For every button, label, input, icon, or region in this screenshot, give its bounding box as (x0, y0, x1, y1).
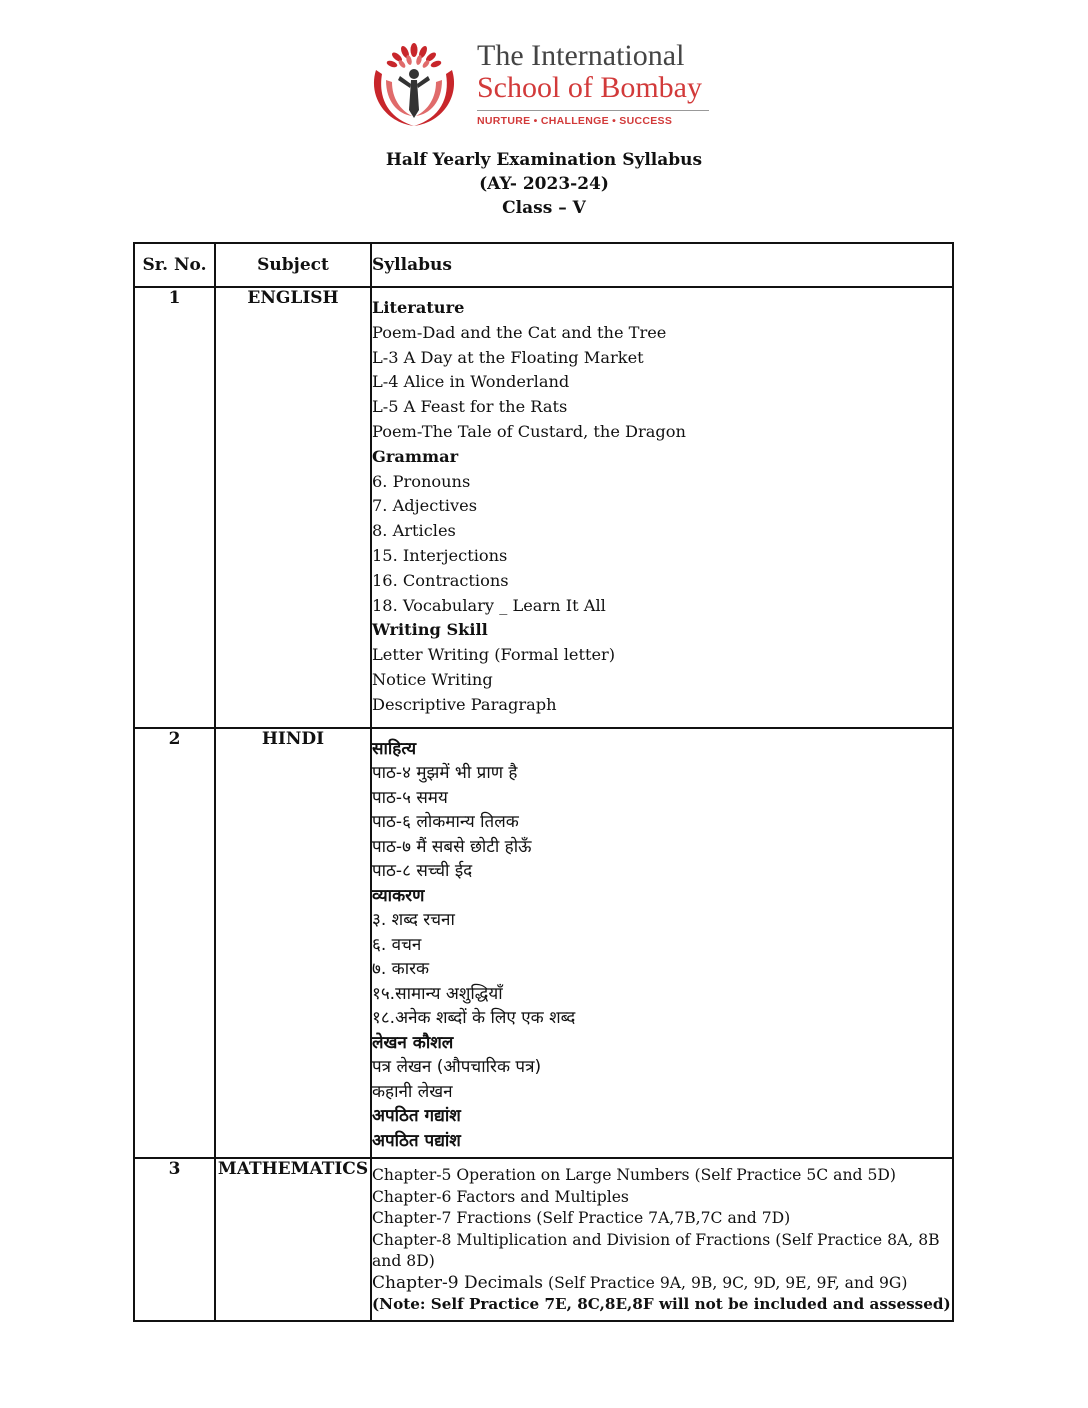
syllabus-item: पाठ-७ मैं सबसे छोटी होऊँ (372, 836, 532, 857)
row-syllabus (371, 728, 953, 1159)
syllabus-item (372, 1273, 952, 1295)
row-subject: MATHEMATICS (215, 1158, 371, 1321)
syllabus-section-heading: Literature (372, 298, 465, 317)
syllabus-item: 16. Contractions (372, 570, 509, 590)
syllabus-item: 7. Adjectives (372, 496, 478, 516)
syllabus-item: Chapter-8 Multiplication and Division of Fractions (Self Practice 8A, 8B and 8D) (372, 1230, 940, 1271)
table-row (134, 287, 953, 728)
syllabus-section-heading: व्याकरण (372, 885, 425, 906)
syllabus-item: Chapter-5 Operation on Large Numbers (Self Practice 5C and 5D) (372, 1166, 896, 1185)
syllabus-item: पाठ-५ समय (372, 787, 448, 808)
syllabus-item: Letter Writing (Formal letter) (372, 645, 616, 665)
syllabus-item: L-5 A Feast for the Rats (372, 397, 568, 417)
syllabus-lines (372, 1159, 952, 1320)
syllabus-lines (372, 729, 952, 1158)
row-sr-no: 3 (134, 1158, 215, 1321)
syllabus-item: पाठ-६ लोकमान्य तिलक (372, 812, 519, 833)
syllabus-item: १८.अनेक शब्दों के लिए एक शब्द (372, 1008, 576, 1029)
syllabus-item: Poem-Dad and the Cat and the Tree (372, 322, 667, 342)
syllabus-item: L-3 A Day at the Floating Market (372, 347, 644, 367)
syllabus-section-heading: अपठित पद्यांश (372, 1130, 461, 1151)
syllabus-item: Chapter-7 Fractions (Self Practice 7A,7B,7C and 7D) (372, 1209, 791, 1228)
syllabus-table (133, 242, 954, 1322)
row-syllabus (371, 287, 953, 728)
syllabus-item: 8. Articles (372, 521, 456, 541)
row-sr-no: 2 (134, 728, 215, 1159)
syllabus-item: १५.सामान्य अशुद्धियाँ (372, 983, 503, 1004)
header-subject: Subject (215, 243, 371, 287)
row-subject: HINDI (215, 728, 371, 1159)
syllabus-item: 6. Pronouns (372, 471, 471, 491)
syllabus-item: L-4 Alice in Wonderland (372, 372, 570, 392)
syllabus-section-heading: (Note: Self Practice 7E, 8C,8E,8F will not be included and assessed) (372, 1295, 951, 1314)
logo-tagline: NURTURE • CHALLENGE • SUCCESS (477, 115, 673, 127)
school-logo (362, 38, 722, 134)
syllabus-section-heading: लेखन कौशल (372, 1032, 454, 1053)
syllabus-item-detail: (Self Practice 9A, 9B, 9C, 9D, 9E, 9F, and 9G) (543, 1273, 908, 1292)
logo-divider (477, 110, 709, 111)
heading-year: (AY- 2023-24) (479, 174, 609, 194)
syllabus-item: ३. शब्द रचना (372, 910, 455, 931)
syllabus-item: कहानी लेखन (372, 1081, 453, 1102)
lotus-hands-emblem-icon (364, 40, 464, 130)
syllabus-item: Notice Writing (372, 669, 493, 689)
syllabus-item: ७. कारक (372, 959, 430, 980)
syllabus-item: ६. वचन (372, 934, 422, 955)
syllabus-section-heading: अपठित गद्यांश (372, 1106, 461, 1127)
syllabus-item: पाठ-४ मुझमें भी प्राण है (372, 763, 518, 784)
syllabus-item-title: Chapter-9 Decimals (372, 1272, 544, 1293)
heading-title: Half Yearly Examination Syllabus (385, 150, 703, 170)
row-syllabus (371, 1158, 953, 1321)
header-syllabus: Syllabus (371, 243, 953, 287)
table-row (134, 1158, 953, 1321)
syllabus-item: Poem-The Tale of Custard, the Dragon (372, 421, 686, 441)
header-sr-no: Sr. No. (134, 243, 215, 287)
row-subject: ENGLISH (215, 287, 371, 728)
table-row (134, 728, 953, 1159)
heading-class: Class – V (502, 198, 586, 218)
syllabus-item: पत्र लेखन (औपचारिक पत्र) (372, 1057, 542, 1078)
syllabus-section-heading: साहित्य (372, 738, 417, 759)
syllabus-item: Descriptive Paragraph (372, 694, 557, 714)
syllabus-item: Chapter-6 Factors and Multiples (372, 1187, 629, 1206)
table-header-row (134, 243, 953, 287)
syllabus-section-heading: Grammar (372, 446, 459, 466)
syllabus-item: 15. Interjections (372, 545, 508, 565)
logo-text-line1: The International (477, 39, 685, 72)
logo-text-line2: School of Bombay (477, 71, 702, 104)
document-heading (0, 148, 1088, 220)
syllabus-item: पाठ-८ सच्ची ईद (372, 861, 473, 882)
row-sr-no: 1 (134, 287, 215, 728)
syllabus-section-heading: Writing Skill (372, 620, 488, 640)
syllabus-lines (372, 288, 952, 727)
syllabus-item: 18. Vocabulary _ Learn It All (372, 595, 606, 615)
